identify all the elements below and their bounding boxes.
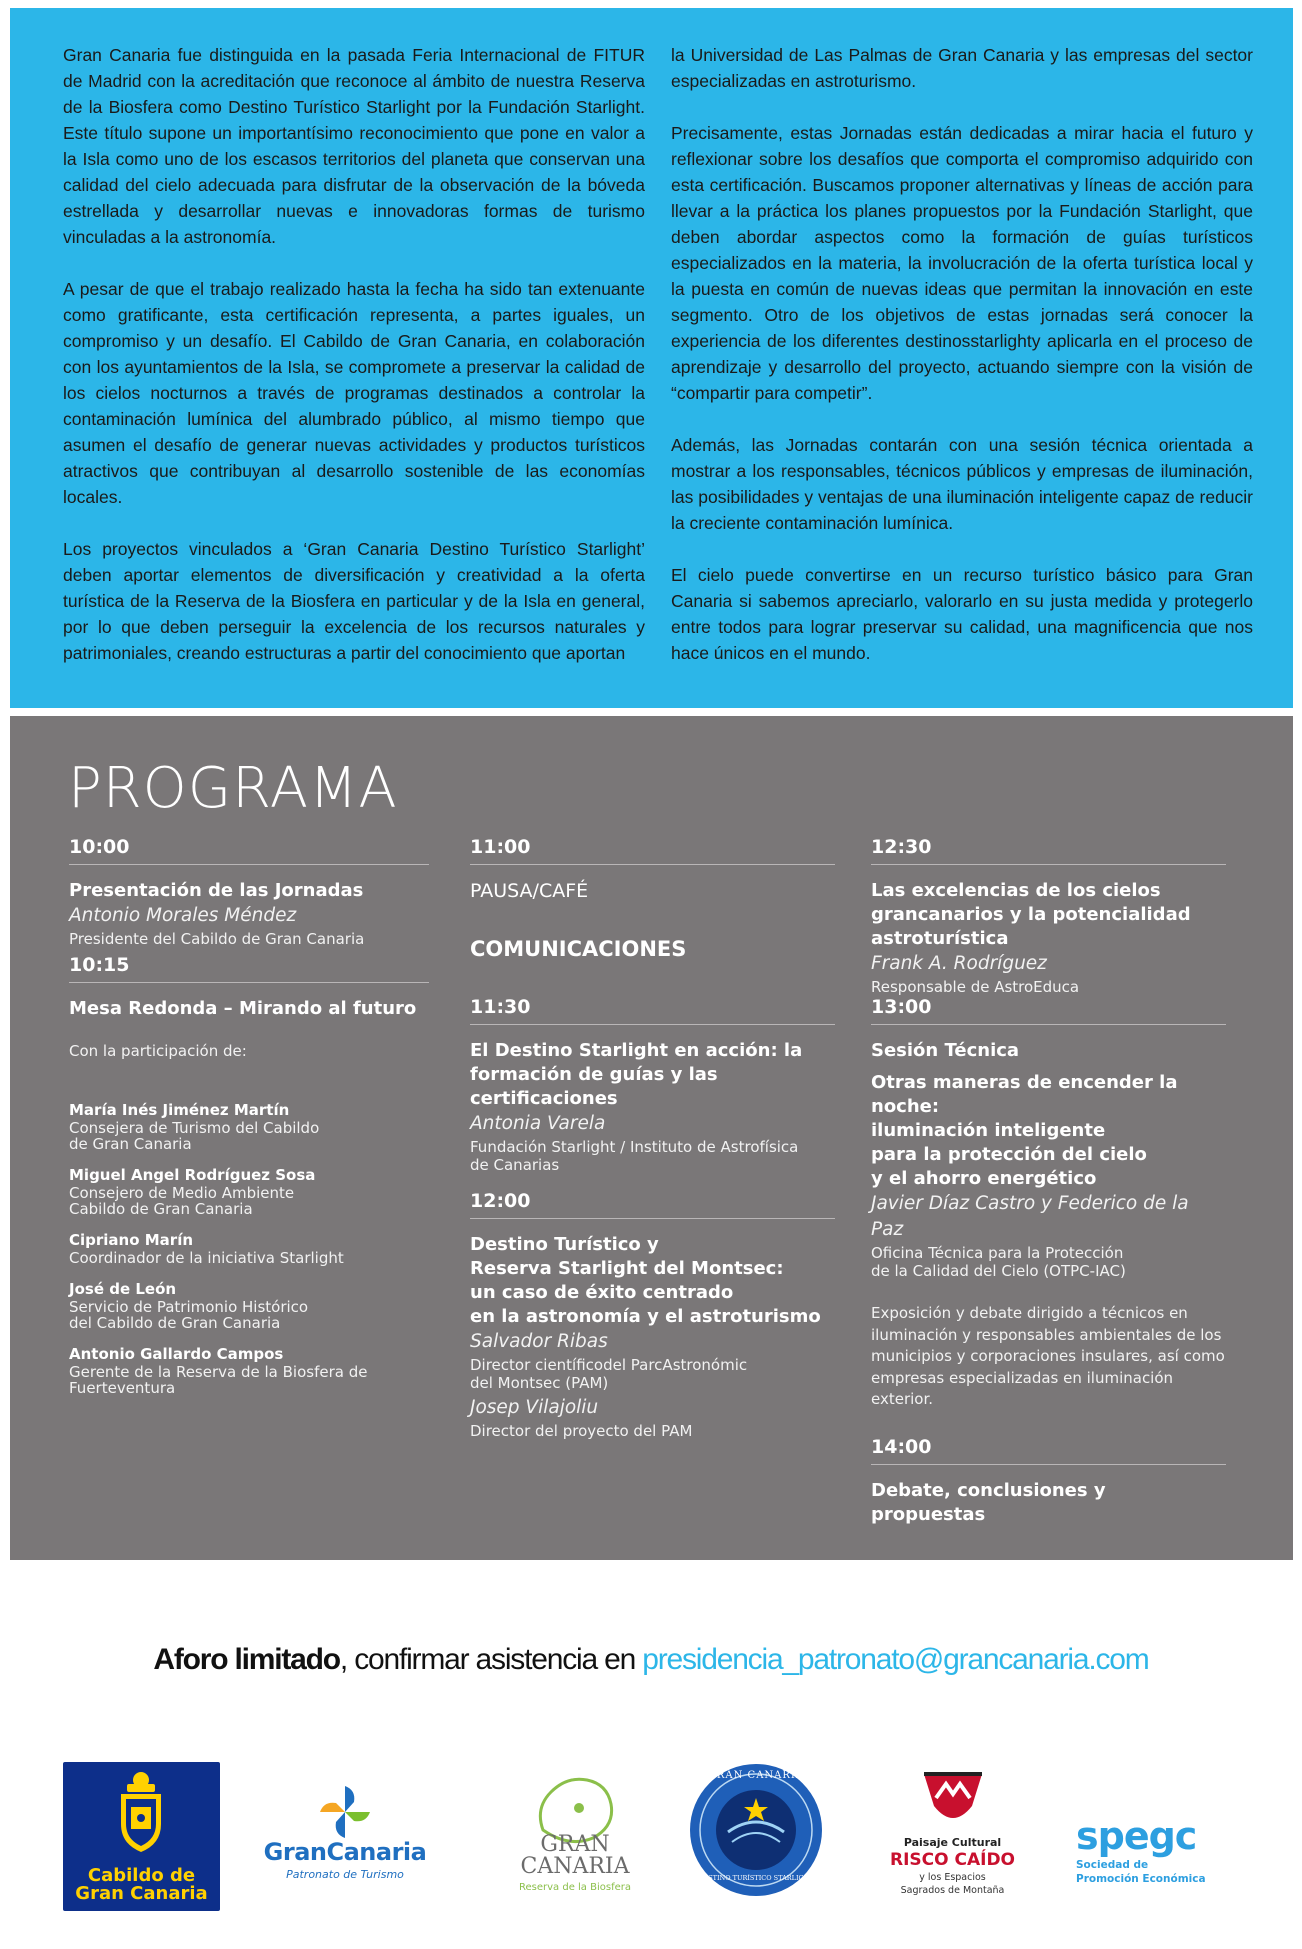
session-title: Presentación de las Jornadas xyxy=(69,880,364,901)
participant-name: Antonio Gallardo Campos xyxy=(69,1345,284,1363)
session-title: Reserva Starlight del Montsec: xyxy=(470,1258,784,1279)
participant-list xyxy=(69,1100,429,1396)
session-title: grancanarios y la potencialidad xyxy=(871,904,1191,925)
participant-name: Cipriano Marín xyxy=(69,1231,194,1249)
reserva-wordmark: CANARIA xyxy=(520,1854,630,1879)
spegc-text: Sociedad de xyxy=(1076,1859,1149,1871)
participant-role: Gerente de la Reserva de la Biosfera de xyxy=(69,1363,368,1381)
patronato-text: Patronato de Turismo xyxy=(286,1868,404,1881)
description-line: iluminación y responsables ambientales de los xyxy=(871,1325,1222,1344)
intro-paragraph: Los proyectos vinculados a ‘Gran Canaria Destino Turístico Starlight’ deben aportar elementos de diversificación y creatividad a la oferta turística de la Reserva de la Biosfera en particular y de la Isla en general, por lo que deben perseguir la excelencia de los recursos naturales y patrimoniales, creando estructuras a partir del conocimiento que aportan xyxy=(63,539,645,663)
time-slot: 10:00 xyxy=(69,836,429,865)
programa-title: PROGRAMA xyxy=(68,756,398,821)
risco-caido-logo xyxy=(880,1766,1025,1906)
risco-text: Paisaje Cultural xyxy=(903,1836,1002,1849)
break-label: PAUSA/CAFÉ xyxy=(470,880,589,902)
programa-panel xyxy=(10,716,1293,1560)
speaker-name: Antonio Morales Méndez xyxy=(69,905,297,926)
session-title: Destino Turístico y xyxy=(470,1234,659,1255)
participant xyxy=(69,1165,429,1217)
participant-role: Coordinador de la iniciativa Starlight xyxy=(69,1249,344,1267)
mountain-icon xyxy=(880,1766,1025,1836)
reserva-biosfera-logo xyxy=(505,1768,645,1904)
participant-role: Fuerteventura xyxy=(69,1379,176,1397)
session-title: y el ahorro energético xyxy=(871,1168,1097,1189)
risco-text: Sagrados de Montaña xyxy=(900,1885,1005,1896)
session-description xyxy=(871,1303,1226,1411)
participant-role: Servicio de Patrimonio Histórico xyxy=(69,1298,309,1316)
intro-paragraph: Gran Canaria fue distinguida en la pasada Feria Internacional de FITUR de Madrid con la acreditación que reconoce al ámbito de nuestra Reserva de la Biosfera como Destino Turístico Starlight por la Fundación Starlight. Este título supone un importantísimo reconocimiento que pone en valor a la Isla como uno de los escasos territorios del planeta que conservan una calidad del cielo adecuada para disfrutar de la observación de la bóveda estrellada y desarrollar nuevas e innovadoras formas de turismo vinculadas a la astronomía. xyxy=(63,45,645,247)
intro-left-column xyxy=(63,42,645,666)
time-slot: 14:00 xyxy=(871,1436,1226,1465)
participant xyxy=(69,1230,429,1266)
intro-paragraph: la Universidad de Las Palmas de Gran Canaria y las empresas del sector especializadas en astroturismo. xyxy=(671,45,1253,91)
time-slot: 12:00 xyxy=(470,1190,835,1219)
description-line: empresas especializadas en iluminación exterior. xyxy=(871,1368,1174,1408)
session-title: Sesión Técnica xyxy=(871,1040,1020,1061)
starlight-seal-logo xyxy=(688,1762,824,1898)
time-slot: 11:00 xyxy=(470,836,835,865)
participant xyxy=(69,1344,429,1396)
coat-of-arms-icon xyxy=(63,1762,220,1862)
spegc-text: Promoción Económica xyxy=(1076,1873,1206,1885)
participant-name: Miguel Angel Rodríguez Sosa xyxy=(69,1166,316,1184)
spegc-logo xyxy=(1076,1816,1211,1896)
session-title: iluminación inteligente xyxy=(871,1120,1106,1141)
participant-role: del Cabildo de Gran Canaria xyxy=(69,1314,281,1332)
participant-name: José de León xyxy=(69,1280,177,1298)
session-title: Mesa Redonda – Mirando al futuro xyxy=(69,998,417,1019)
time-slot: 12:30 xyxy=(871,836,1226,865)
speaker-role: Presidente del Cabildo de Gran Canaria xyxy=(69,930,365,948)
rsvp-text: , confirmar asistencia en xyxy=(339,1643,643,1676)
spegc-wordmark: spegc xyxy=(1076,1814,1197,1858)
session-title: Otras maneras de encender la noche: xyxy=(871,1072,1178,1117)
intro-paragraph: Además, las Jornadas contarán con una sesión técnica orientada a mostrar a los responsables, técnicos públicos y empresas de iluminación, las posibilidades y ventajas de una iluminación inteligente capaz de reducir la creciente contaminación lumínica. xyxy=(671,435,1253,533)
reserva-wordmark: GRAN xyxy=(540,1832,610,1857)
intro-paragraph: Precisamente, estas Jornadas están dedicadas a mirar hacia el futuro y reflexionar sobre los desafíos que comporta el compromiso adquirido con esta certificación. Buscamos proponer alternativas y líneas de acción para llevar a la práctica los planes propuestos por la Fundación Starlight, que deben abordar aspectos como la formación de guías turísticos especializados en la materia, la involucración de la oferta turística local y la puesta en común de nuevas ideas que permitan la innovación en este segmento. Otro de los objetivos de estas jornadas será conocer la experiencia de los diferentes destinosstarlighty aplicarla en el proceso de aprendizaje y desarrollo del proyecto, actuando siempre con la visión de “compartir para competir”. xyxy=(671,123,1253,403)
rsvp-email-link[interactable]: presidencia_patronato@grancanaria.com xyxy=(642,1643,1149,1676)
participant-role: Cabildo de Gran Canaria xyxy=(69,1200,253,1218)
cabildo-logo xyxy=(63,1762,220,1911)
seal-top-text: GRAN CANARIA xyxy=(707,1770,805,1781)
speaker-role: Fundación Starlight / Instituto de Astrofísica xyxy=(470,1138,799,1156)
speaker-role: del Montsec (PAM) xyxy=(470,1374,609,1392)
reserva-subtitle: Reserva de la Biosfera xyxy=(519,1882,631,1893)
description-line: Exposición y debate dirigido a técnicos en xyxy=(871,1304,1188,1322)
rsvp-bold: Aforo limitado xyxy=(153,1643,340,1676)
speaker-role: Director del proyecto del PAM xyxy=(470,1422,693,1440)
speaker-name: Josep Vilajoliu xyxy=(470,1397,599,1418)
participant xyxy=(69,1100,429,1152)
section-heading: COMUNICACIONES xyxy=(470,937,687,961)
session-title: astroturística xyxy=(871,928,1009,949)
speaker-name: Antonia Varela xyxy=(470,1113,606,1134)
speaker-role: de la Calidad del Cielo (OTPC-IAC) xyxy=(871,1262,1126,1280)
session-title: Las excelencias de los cielos xyxy=(871,880,1161,901)
speaker-role: Oficina Técnica para la Protección xyxy=(871,1244,1124,1262)
cabildo-logo-text: Cabildo de xyxy=(87,1865,196,1886)
session-title: para la protección del cielo xyxy=(871,1144,1147,1165)
participation-note: Con la participación de: xyxy=(69,1042,247,1060)
gran-canaria-turismo-logo xyxy=(250,1780,440,1890)
participant xyxy=(69,1279,429,1331)
speaker-name: Javier Díaz Castro y Federico de la Paz xyxy=(871,1193,1189,1240)
cabildo-logo-text: Gran Canaria xyxy=(75,1883,208,1904)
participant-role: Consejera de Turismo del Cabildo xyxy=(69,1119,320,1137)
session-title: Debate, conclusiones y propuestas xyxy=(871,1480,1106,1525)
intro-panel xyxy=(10,8,1293,708)
session-title: formación de guías y las certificaciones xyxy=(470,1064,718,1109)
intro-paragraph: El cielo puede convertirse en un recurso turístico básico para Gran Canaria si sabemos apreciarlo, valorarlo en su justa medida y protegerlo entre todos para lograr preservar su calidad, una magnificencia que nos hace únicos en el mundo. xyxy=(671,565,1253,663)
rsvp-line xyxy=(0,1643,1302,1677)
session-title: en la astronomía y el astroturismo xyxy=(470,1306,821,1327)
speaker-role: de Canarias xyxy=(470,1156,560,1174)
speaker-role: Responsable de AstroEduca xyxy=(871,978,1080,996)
participant-name: María Inés Jiménez Martín xyxy=(69,1101,290,1119)
risco-wordmark: RISCO CAÍDO xyxy=(889,1850,1016,1870)
speaker-name: Salvador Ribas xyxy=(470,1331,608,1352)
speaker-role: Director científicodel ParcAstronómic xyxy=(470,1356,748,1374)
seal-bottom-text: DESTINO TURÍSTICO STARLIGHT xyxy=(698,1874,814,1882)
session-title: un caso de éxito centrado xyxy=(470,1282,734,1303)
time-slot: 13:00 xyxy=(871,996,1226,1025)
intro-right-column xyxy=(671,42,1253,666)
time-slot: 11:30 xyxy=(470,996,835,1025)
description-line: municipios y corporaciones insulares, así como xyxy=(871,1347,1225,1365)
participant-role: de Gran Canaria xyxy=(69,1135,192,1153)
speaker-name: Frank A. Rodríguez xyxy=(871,953,1047,974)
participant-role: Consejero de Medio Ambiente xyxy=(69,1184,295,1202)
grancanaria-wordmark: GranCanaria xyxy=(263,1838,427,1866)
pinwheel-icon xyxy=(250,1780,440,1840)
intro-paragraph: A pesar de que el trabajo realizado hasta la fecha ha sido tan extenuante como gratificante, esta certificación representa, a partes iguales, un compromiso y un desafío. El Cabildo de Gran Canaria, en colaboración con los ayuntamientos de la Isla, se compromete a preservar la calidad de los cielos nocturnos a través de programas destinados a controlar la contaminación lumínica del alumbrado público, al mismo tiempo que asumen el desafío de generar nuevas actividades y productos turísticos atractivos que contribuyan al desarrollo sostenible de las economías locales. xyxy=(63,279,645,507)
time-slot: 10:15 xyxy=(69,954,429,983)
session-title: El Destino Starlight en acción: la xyxy=(470,1040,803,1061)
risco-text: y los Espacios xyxy=(919,1872,986,1883)
